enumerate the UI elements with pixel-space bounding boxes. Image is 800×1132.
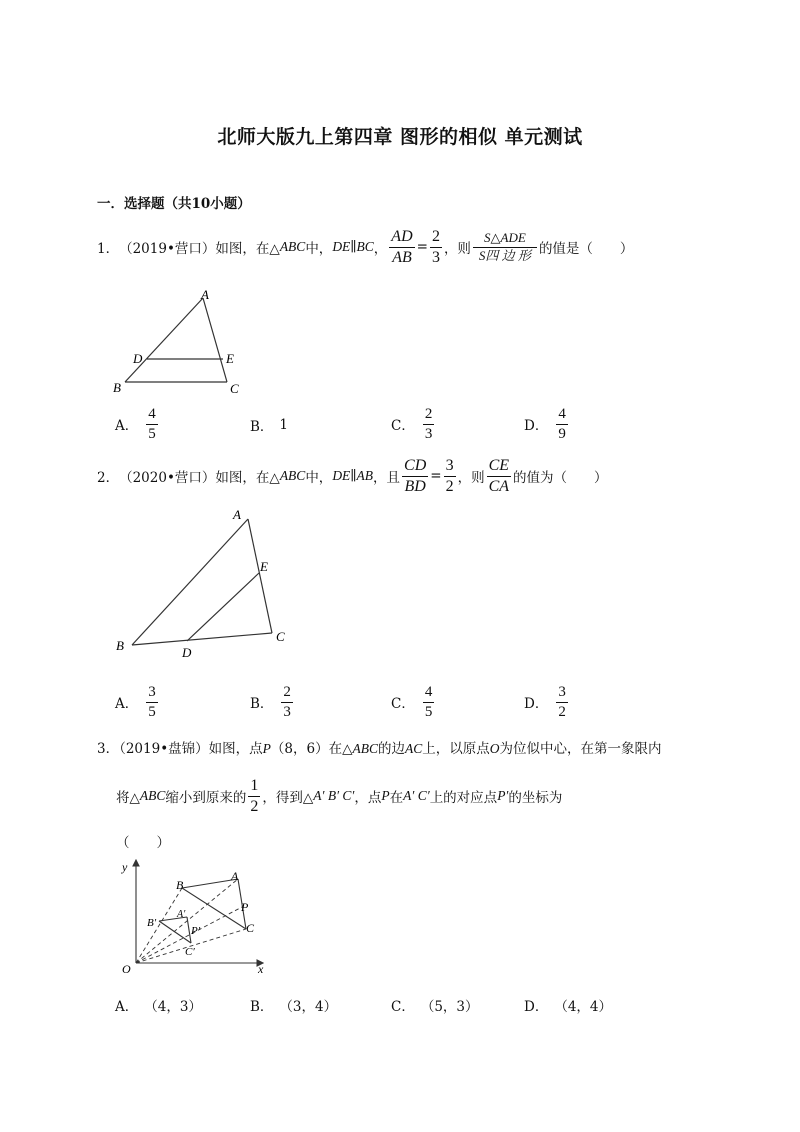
q1-fraction-ad-ab: $\frac{AD}{AB}$ xyxy=(391,228,413,266)
q1-label-e: E xyxy=(226,351,234,366)
q3-fraction-half: $\frac{1}{2}$ xyxy=(250,777,259,815)
q2-figure xyxy=(110,505,300,665)
q1-figure xyxy=(105,285,255,400)
q1-equals: = xyxy=(416,239,428,256)
page-title: 北师大版九上第四章 图形的相似 单元测试 xyxy=(217,126,583,148)
q2-fraction-ce-ca: $\frac{CE}{CA}$ xyxy=(488,457,510,495)
q2-triangle: ABC xyxy=(279,468,306,484)
q3-label-y: y xyxy=(122,860,128,874)
q1-sep: ， xyxy=(373,241,388,258)
q2-fraction-cd-bd: $\frac{CD}{BD}$ xyxy=(404,457,427,495)
question-3-line-2: 将△ ABC 缩小到原来的 $\frac{1}{2}$ ，得到△ A′ B′ C′ ，点 P 在 A′ C′ 上的对应点 P′ 的坐标为 xyxy=(116,777,563,815)
q1-option-b[interactable]: B． 1 xyxy=(250,417,289,435)
section-heading: 一．选择题（共10小题） xyxy=(97,196,251,212)
q3-label-a-prime: A′ xyxy=(177,909,186,920)
q1-label-b: B xyxy=(113,380,121,395)
q2-label-c: C xyxy=(276,629,285,644)
q2-number: 2． xyxy=(97,470,120,487)
q2-option-c[interactable]: C． $\frac{4}{5}$ xyxy=(391,684,433,720)
q2-fraction-3-2: $\frac{3}{2}$ xyxy=(445,457,454,495)
q1-option-d[interactable]: D． $\frac{4}{9}$ xyxy=(524,406,566,442)
q2-option-b[interactable]: B． $\frac{2}{3}$ xyxy=(250,684,291,720)
q3-label-b-prime: B′ xyxy=(147,917,157,929)
q3-label-c: C xyxy=(246,921,255,935)
q2-label-a: A xyxy=(233,507,241,522)
q3-label-p: P xyxy=(241,900,249,914)
q1-text-b: 中， xyxy=(305,241,333,258)
q2-side-ab xyxy=(132,519,248,645)
q3-label-o: O xyxy=(122,962,131,976)
q3-label-a: A xyxy=(231,869,239,883)
q3-option-a[interactable]: A． （4，3） xyxy=(115,999,202,1015)
q1-label-d: D xyxy=(133,351,143,366)
q3-option-b[interactable]: B． （3，4） xyxy=(250,999,338,1015)
q2-label-d: D xyxy=(182,645,192,660)
q2-side-bc xyxy=(132,633,272,645)
q2-option-a[interactable]: A． $\frac{3}{5}$ xyxy=(115,684,156,720)
q3-option-d[interactable]: D． （4，4） xyxy=(524,999,613,1015)
q1-triangle: ABC xyxy=(279,239,306,255)
q1-text-d: 的值是（ ） xyxy=(538,241,634,258)
q1-side-ab xyxy=(125,298,203,382)
q2-side-ac xyxy=(248,519,272,633)
q1-side-ac xyxy=(203,298,227,382)
q2-equals: = xyxy=(430,468,442,485)
q1-option-c[interactable]: C． $\frac{2}{3}$ xyxy=(391,406,433,442)
q2-label-e: E xyxy=(260,559,268,574)
q1-label-c: C xyxy=(230,381,239,396)
question-3-line-3: （ ） xyxy=(116,835,170,851)
q3-label-c-prime: C′ xyxy=(185,946,195,958)
q2-text-b: 中， xyxy=(305,470,333,487)
q3-side-ba xyxy=(182,879,238,888)
q1-fraction-area: $\frac{\text{S△ADE}}{\text{S四 边 形}}$ xyxy=(473,231,537,263)
q3-number: 3． xyxy=(97,741,120,757)
q2-label-b: B xyxy=(116,638,124,653)
q1-fraction-2-3: $\frac{2}{3}$ xyxy=(431,228,440,266)
q2-text-c: ，且 xyxy=(373,470,401,487)
q3-label-x: x xyxy=(258,962,264,976)
q1-condition: DE∥BC xyxy=(332,239,374,255)
question-2 xyxy=(97,457,608,495)
q3-source: （2019•盘锦） xyxy=(119,741,209,757)
question-1 xyxy=(97,228,633,266)
q3-figure xyxy=(112,855,277,980)
q1-text-c: ，则 xyxy=(443,241,471,258)
q1-number: 1． xyxy=(97,241,120,258)
q3-label-p-prime: P′ xyxy=(191,925,201,937)
q3-side-bc xyxy=(182,888,246,929)
q2-segment-de xyxy=(187,573,259,641)
q1-source: （2019•营口） xyxy=(119,241,216,258)
q2-option-d[interactable]: D． $\frac{3}{2}$ xyxy=(524,684,566,720)
q2-source: （2020•营口） xyxy=(119,470,216,487)
q1-option-a[interactable]: A． $\frac{4}{5}$ xyxy=(115,406,156,442)
q2-text-e: 的值为（ ） xyxy=(513,470,608,487)
q1-text-a: 如图，在△ xyxy=(215,241,280,258)
q3-label-b: B xyxy=(176,878,184,892)
q3-ray-ob xyxy=(136,888,182,963)
q2-text-a: 如图，在△ xyxy=(215,470,280,487)
question-3-line-1: 3．（2019•盘锦）如图，点P（8，6）在△ABC的边AC上，以原点O为位似中心，在第一象限内 xyxy=(97,741,662,757)
q3-option-c[interactable]: C． （5，3） xyxy=(391,999,479,1015)
q2-text-d: ，则 xyxy=(457,470,485,487)
q2-condition: DE∥AB xyxy=(332,468,374,484)
q1-label-a: A xyxy=(201,287,209,302)
